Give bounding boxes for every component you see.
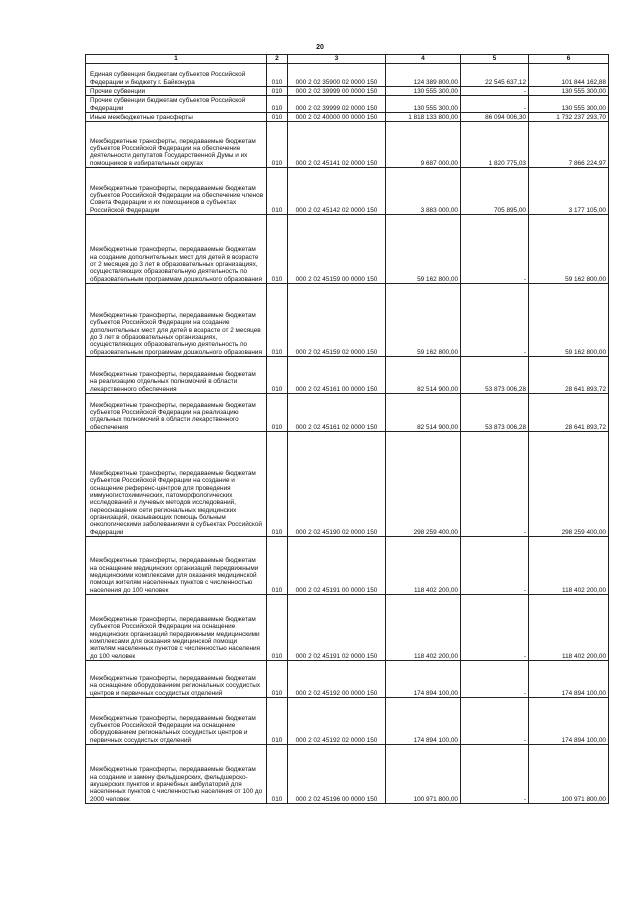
- table-row: [86, 168, 609, 215]
- row-remaining: 59 162 800,00: [529, 284, 609, 357]
- row-approved: 3 883 000,00: [386, 168, 461, 215]
- row-name: Иные межбюджетные трансферты: [86, 113, 267, 122]
- row-name: Единая субвенция бюджетам субъектов Российской Федерации и бюджету г. Байконура: [86, 64, 267, 87]
- row-remaining: 101 844 162,88: [529, 64, 609, 87]
- row-kbk: 000 2 02 35900 02 0000 150: [288, 64, 386, 87]
- row-code: 010: [267, 96, 288, 113]
- row-name: Межбюджетные трансферты, передаваемые бюджетам на реализацию отдельных полномочий в области лекарственного обеспечения: [86, 357, 267, 394]
- row-approved: 100 971 800,00: [386, 745, 461, 804]
- table-row: [86, 96, 609, 113]
- column-header: 2: [267, 55, 288, 64]
- row-name: Межбюджетные трансферты, передаваемые бюджетам на создание дополнительных мест для детей в возрасте от 2 месяцев до 3 лет в образовательных организациях, осуществляющих образовательную деятельность по образовательным программам дошкольного образования: [86, 215, 267, 284]
- row-code: 010: [267, 64, 288, 87]
- header-row: [86, 55, 609, 64]
- column-header: 5: [461, 55, 529, 64]
- row-remaining: 28 641 893,72: [529, 357, 609, 394]
- row-approved: 1 818 133 800,00: [386, 113, 461, 122]
- row-name: Межбюджетные трансферты, передаваемые бюджетам субъектов Российской Федерации на обеспечение деятельности депутатов Государственной Думы и их помощников в избирательных округах: [86, 122, 267, 168]
- column-header: 3: [288, 55, 386, 64]
- row-approved: 130 555 300,00: [386, 87, 461, 96]
- row-code: 010: [267, 87, 288, 96]
- row-kbk: 000 2 02 45161 00 0000 150: [288, 357, 386, 394]
- row-code: 010: [267, 122, 288, 168]
- column-header: 6: [529, 55, 609, 64]
- row-approved: 9 687 000,00: [386, 122, 461, 168]
- row-executed: -: [461, 96, 529, 113]
- row-executed: 22 545 637,12: [461, 64, 529, 87]
- table-row: [86, 661, 609, 698]
- row-approved: 59 162 800,00: [386, 215, 461, 284]
- row-remaining: 59 162 800,00: [529, 215, 609, 284]
- table-row: [86, 87, 609, 96]
- row-name: Прочие субвенции: [86, 87, 267, 96]
- row-approved: 59 162 800,00: [386, 284, 461, 357]
- table-row: [86, 357, 609, 394]
- row-approved: 298 259 400,00: [386, 432, 461, 537]
- table-row: [86, 537, 609, 595]
- row-remaining: 118 402 200,00: [529, 537, 609, 595]
- table-row: [86, 215, 609, 284]
- row-code: 010: [267, 537, 288, 595]
- row-kbk: 000 2 02 45161 02 0000 150: [288, 394, 386, 432]
- table-header: [86, 55, 609, 64]
- row-kbk: 000 2 02 45192 00 0000 150: [288, 661, 386, 698]
- row-name: Межбюджетные трансферты, передаваемые бюджетам субъектов Российской Федерации на оснащение оборудованием региональных сосудистых центров и первичных сосудистых отделений: [86, 698, 267, 745]
- budget-table: [85, 54, 609, 804]
- row-code: 010: [267, 113, 288, 122]
- row-remaining: 1 732 237 293,70: [529, 113, 609, 122]
- row-kbk: 000 2 02 45192 02 0000 150: [288, 698, 386, 745]
- row-approved: 124 389 800,00: [386, 64, 461, 87]
- table-row: [86, 595, 609, 661]
- row-kbk: 000 2 02 45141 02 0000 150: [288, 122, 386, 168]
- row-executed: -: [461, 698, 529, 745]
- row-kbk: 000 2 02 45196 00 0000 150: [288, 745, 386, 804]
- row-kbk: 000 2 02 45191 00 0000 150: [288, 537, 386, 595]
- table-row: [86, 122, 609, 168]
- row-executed: -: [461, 284, 529, 357]
- row-code: 010: [267, 168, 288, 215]
- row-code: 010: [267, 284, 288, 357]
- table-row: [86, 284, 609, 357]
- row-code: 010: [267, 394, 288, 432]
- table-row: [86, 394, 609, 432]
- row-executed: 705 895,00: [461, 168, 529, 215]
- row-name: Межбюджетные трансферты, передаваемые бюджетам на оснащение медицинских организаций передвижными медицинскими комплексами для оказания медицинской помощи жителям населенных пунктов с численностью населения до 100 человек: [86, 537, 267, 595]
- table-row: [86, 113, 609, 122]
- row-remaining: 174 894 100,00: [529, 698, 609, 745]
- row-executed: 53 873 006,28: [461, 357, 529, 394]
- row-name: Межбюджетные трансферты, передаваемые бюджетам субъектов Российской Федерации на создание дополнительных мест для детей в возрасте от 2 месяцев до 3 лет в образовательных организациях, осуществляющих образовательную деятельность по образовательным программам дошкольного образования: [86, 284, 267, 357]
- table-row: [86, 64, 609, 87]
- row-code: 010: [267, 357, 288, 394]
- row-name: Межбюджетные трансферты, передаваемые бюджетам на создание и замену фельдшерских, фельдшерско-акушерских пунктов и врачебных амбулаторий для населенных пунктов с численностью населения от 100 до 2000 человек: [86, 745, 267, 804]
- column-header: 4: [386, 55, 461, 64]
- row-code: 010: [267, 698, 288, 745]
- row-executed: -: [461, 432, 529, 537]
- row-kbk: 000 2 02 45191 02 0000 150: [288, 595, 386, 661]
- row-code: 010: [267, 215, 288, 284]
- row-executed: -: [461, 745, 529, 804]
- row-executed: 53 873 006,28: [461, 394, 529, 432]
- row-executed: -: [461, 537, 529, 595]
- row-approved: 174 894 100,00: [386, 661, 461, 698]
- row-kbk: 000 2 02 45142 02 0000 150: [288, 168, 386, 215]
- row-approved: 82 514 900,00: [386, 357, 461, 394]
- row-code: 010: [267, 432, 288, 537]
- row-remaining: 130 555 300,00: [529, 96, 609, 113]
- row-kbk: 000 2 02 45159 02 0000 150: [288, 284, 386, 357]
- row-kbk: 000 2 02 45190 02 0000 150: [288, 432, 386, 537]
- row-kbk: 000 2 02 45159 00 0000 150: [288, 215, 386, 284]
- row-remaining: 298 259 400,00: [529, 432, 609, 537]
- table-row: [86, 745, 609, 804]
- row-kbk: 000 2 02 40000 00 0000 150: [288, 113, 386, 122]
- row-remaining: 118 402 200,00: [529, 595, 609, 661]
- row-name: Межбюджетные трансферты, передаваемые бюджетам субъектов Российской Федерации на обеспечение членов Совета Федерации и их помощников в субъектах Российской Федерации: [86, 168, 267, 215]
- row-remaining: 174 894 100,00: [529, 661, 609, 698]
- row-approved: 118 402 200,00: [386, 595, 461, 661]
- row-remaining: 28 641 893,72: [529, 394, 609, 432]
- row-code: 010: [267, 595, 288, 661]
- row-executed: 86 094 006,30: [461, 113, 529, 122]
- row-executed: 1 820 775,03: [461, 122, 529, 168]
- row-approved: 82 514 900,00: [386, 394, 461, 432]
- row-name: Межбюджетные трансферты, передаваемые бюджетам субъектов Российской Федерации на реализацию отдельных полномочий в области лекарственного обеспечения: [86, 394, 267, 432]
- column-header: 1: [86, 55, 267, 64]
- row-remaining: 130 555 300,00: [529, 87, 609, 96]
- row-name: Межбюджетные трансферты, передаваемые бюджетам субъектов Российской Федерации на создание и оснащение референс-центров для проведения иммуногистохимических, патоморфологических исследований и лучевых методов исследований, переоснащение сети региональных медицинских организаций, оказывающих помощь больным онкологическими заболеваниями в субъектах Российской Федерации: [86, 432, 267, 537]
- row-name: Межбюджетные трансферты, передаваемые бюджетам субъектов Российской Федерации на оснащение медицинских организаций передвижными медицинскими комплексами для оказания медицинской помощи жителям населенных пунктов с численностью населения до 100 человек: [86, 595, 267, 661]
- row-name: Межбюджетные трансферты, передаваемые бюджетам на оснащение оборудованием региональных сосудистых центров и первичных сосудистых отделений: [86, 661, 267, 698]
- row-kbk: 000 2 02 39999 00 0000 150: [288, 87, 386, 96]
- row-executed: -: [461, 87, 529, 96]
- table-row: [86, 432, 609, 537]
- row-approved: 118 402 200,00: [386, 537, 461, 595]
- table-row: [86, 698, 609, 745]
- row-kbk: 000 2 02 39999 02 0000 150: [288, 96, 386, 113]
- row-approved: 130 555 300,00: [386, 96, 461, 113]
- row-executed: -: [461, 661, 529, 698]
- row-remaining: 7 866 224,97: [529, 122, 609, 168]
- row-code: 010: [267, 745, 288, 804]
- page-number: 20: [316, 44, 324, 51]
- row-approved: 174 894 100,00: [386, 698, 461, 745]
- row-remaining: 100 971 800,00: [529, 745, 609, 804]
- row-code: 010: [267, 661, 288, 698]
- row-remaining: 3 177 105,00: [529, 168, 609, 215]
- row-executed: -: [461, 215, 529, 284]
- row-executed: -: [461, 595, 529, 661]
- row-name: Прочие субвенции бюджетам субъектов Российской Федерации: [86, 96, 267, 113]
